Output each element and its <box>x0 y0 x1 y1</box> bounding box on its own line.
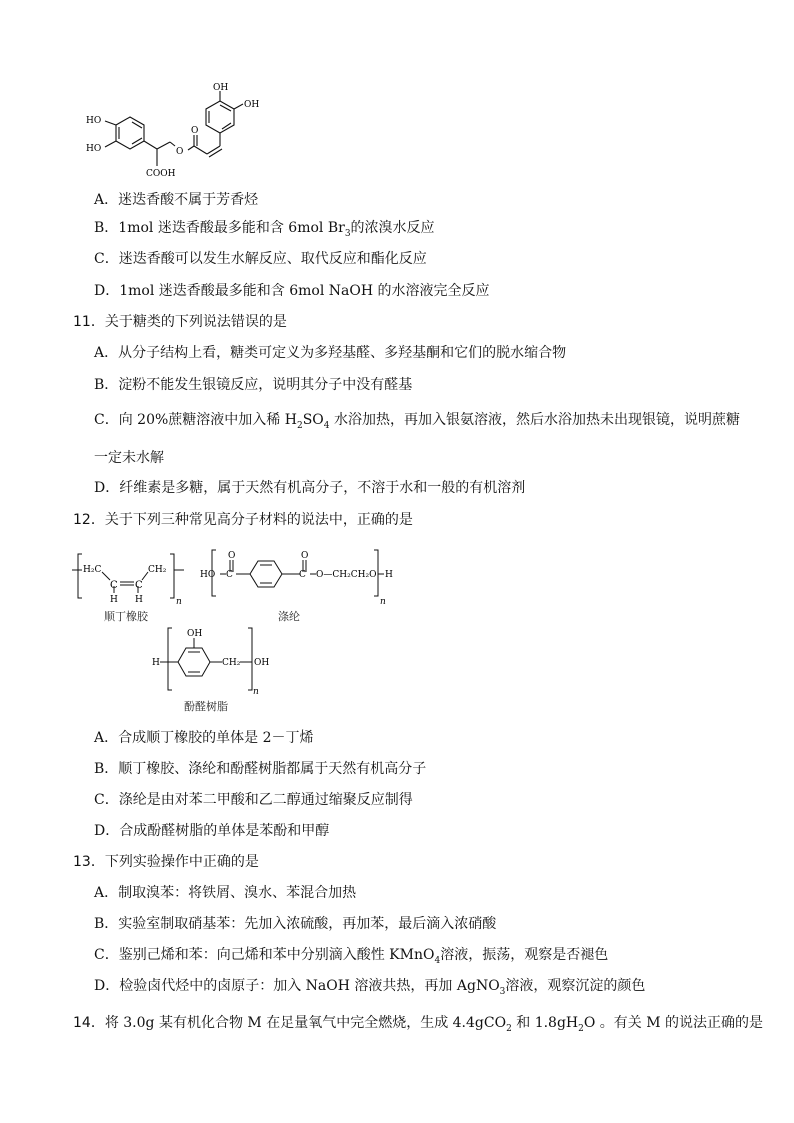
ester-chain-label: O—CH₂CH₂O <box>316 570 377 580</box>
q12-option-d <box>94 821 329 841</box>
option-text-pre: 检验卤代烃中的卤原子：加入 NaOH 溶液共热，再加 AgNO <box>119 978 500 994</box>
option-letter: D． <box>94 823 120 839</box>
q10-option-b <box>94 218 435 244</box>
oh-label-2: OH <box>244 100 260 110</box>
n-subscript: n <box>253 687 259 696</box>
carbonyl-o-2: O <box>301 551 309 561</box>
q13-stem <box>73 852 259 872</box>
option-text: 顺丁橡胶、涤纶和酚醛树脂都属于天然有机高分子 <box>118 761 427 777</box>
question-number: 14． <box>73 1015 105 1031</box>
option-letter: B． <box>94 377 119 393</box>
q11-option-c-continuation: 一定未水解 <box>94 450 164 466</box>
h-label-2: H <box>135 595 143 605</box>
rosmarinic-acid-structure <box>72 80 282 180</box>
n-subscript: n <box>176 597 182 606</box>
option-letter: D． <box>94 978 120 994</box>
c-label-2: C <box>135 580 143 591</box>
subscript: 3 <box>344 228 351 239</box>
q11-option-a <box>94 343 566 363</box>
c-label-1: C <box>110 580 118 591</box>
ester-o-label: O <box>176 147 184 157</box>
option-text-post: 水浴加热，再加入银氨溶液，然后水浴加热未出现银镜，说明蔗糖 <box>329 412 740 428</box>
option-text: 制取溴苯：将铁屑、溴水、苯混合加热 <box>118 885 357 901</box>
question-stem: 下列实验操作中正确的是 <box>104 854 259 870</box>
carbonyl-o-label: O <box>191 126 199 136</box>
subscript: 3 <box>499 986 506 997</box>
question-number: 13． <box>73 854 105 870</box>
option-text-mid: SO <box>302 412 324 428</box>
subscript: 4 <box>323 420 330 431</box>
q11-option-c <box>94 410 740 436</box>
q13-option-a <box>94 883 356 903</box>
option-letter: B． <box>94 916 119 932</box>
q10-option-a <box>94 190 258 210</box>
option-letter: C． <box>94 251 119 267</box>
option-letter: B． <box>94 220 119 236</box>
option-text: 从分子结构上看，糖类可定义为多羟基醛、多羟基酮和它们的脱水缩合物 <box>118 345 567 361</box>
option-letter: A． <box>94 885 119 901</box>
stem-part-1: 将 3.0g 某有机化合物 M 在足量氧气中完全燃烧，生成 4.4gCO <box>104 1015 507 1031</box>
option-text: 合成顺丁橡胶的单体是 2－丁烯 <box>118 730 314 746</box>
rubber-label: 顺丁橡胶 <box>104 610 148 623</box>
option-letter: A． <box>94 730 119 746</box>
q14-stem <box>73 1013 763 1039</box>
subscript: 2 <box>506 1023 512 1034</box>
option-letter: D． <box>94 480 120 496</box>
h-end-label: H <box>385 570 393 580</box>
carbonyl-o-1: O <box>228 551 236 561</box>
cis-polybutadiene-structure <box>70 548 190 606</box>
c-label: C <box>226 570 233 580</box>
polyester-structure <box>196 548 396 608</box>
q10-option-d <box>94 281 490 301</box>
q12-option-c <box>94 790 413 810</box>
question-stem: 关于糖类的下列说法错误的是 <box>104 314 287 330</box>
option-text: 迷迭香酸不属于芳香烃 <box>118 192 259 208</box>
option-letter: A． <box>94 192 119 208</box>
ch2-label: CH₂ <box>222 658 241 668</box>
oh-end-label: OH <box>254 658 270 668</box>
option-text-post: 溶液，振荡，观察是否褪色 <box>440 947 609 963</box>
stem-part-2: 和 1.8gH <box>511 1015 579 1031</box>
subscript: 2 <box>578 1023 584 1034</box>
q13-option-c <box>94 945 608 971</box>
q13-option-b <box>94 914 496 934</box>
option-text-pre: 向 20%蔗糖溶液中加入稀 H <box>118 412 297 428</box>
q11-stem <box>73 312 287 332</box>
cooh-label: COOH <box>146 169 176 179</box>
option-letter: B． <box>94 761 119 777</box>
option-text: 实验室制取硝基苯：先加入浓硫酸，再加苯，最后滴入浓硝酸 <box>118 916 497 932</box>
h2c-label: H₂C <box>83 565 102 575</box>
oh-label-1: OH <box>213 83 229 93</box>
option-letter: C． <box>94 947 119 963</box>
q11-option-d <box>94 478 525 498</box>
option-letter: C． <box>94 792 119 808</box>
subscript: 2 <box>296 420 303 431</box>
ho-label: HO <box>200 570 216 580</box>
phenolic-resin-structure <box>150 624 280 696</box>
h-label-1: H <box>110 595 118 605</box>
h-left-label: H <box>152 658 160 668</box>
option-text: 淀粉不能发生银镜反应，说明其分子中没有醛基 <box>118 377 413 393</box>
question-number: 11． <box>73 314 105 330</box>
phenol-oh-label: OH <box>187 629 203 639</box>
option-text: 迷迭香酸可以发生水解反应、取代反应和酯化反应 <box>118 251 427 267</box>
q11-option-b <box>94 375 412 395</box>
ch2-label: CH₂ <box>148 565 167 575</box>
option-letter: C． <box>94 412 119 428</box>
question-stem: 关于下列三种常见高分子材料的说法中，正确的是 <box>104 512 413 528</box>
option-letter: D． <box>94 283 120 299</box>
n-subscript: n <box>380 597 386 607</box>
option-text: 合成酚醛树脂的单体是苯酚和甲醇 <box>119 823 330 839</box>
polyester-label: 涤纶 <box>278 610 300 623</box>
option-text: 涤纶是由对苯二甲酸和乙二醇通过缩聚反应制得 <box>118 792 413 808</box>
q12-option-a <box>94 728 313 748</box>
stem-part-3: O 。有关 M 的说法正确的是 <box>583 1015 764 1031</box>
q12-stem <box>73 510 413 530</box>
option-text: 纤维素是多糖，属于天然有机高分子，不溶于水和一般的有机溶剂 <box>119 480 526 496</box>
ho-label-1: HO <box>86 116 102 126</box>
option-letter: A． <box>94 345 119 361</box>
resin-label: 酚醛树脂 <box>184 700 228 713</box>
c-label: C <box>299 570 306 580</box>
q10-option-c <box>94 249 427 269</box>
q12-option-b <box>94 759 426 779</box>
question-number: 12． <box>73 512 105 528</box>
q13-option-d <box>94 976 645 1002</box>
ho-label-2: HO <box>86 144 102 154</box>
subscript: 4 <box>434 955 441 966</box>
option-text-pre: 1mol 迷迭香酸最多能和含 6mol Br <box>118 220 345 236</box>
option-text-pre: 鉴别己烯和苯：向己烯和苯中分别滴入酸性 KMnO <box>118 947 435 963</box>
option-text-post: 的浓溴水反应 <box>350 220 435 236</box>
option-text-post: 溶液，观察沉淀的颜色 <box>505 978 646 994</box>
option-text: 1mol 迷迭香酸最多能和含 6mol NaOH 的水溶液完全反应 <box>119 283 490 299</box>
